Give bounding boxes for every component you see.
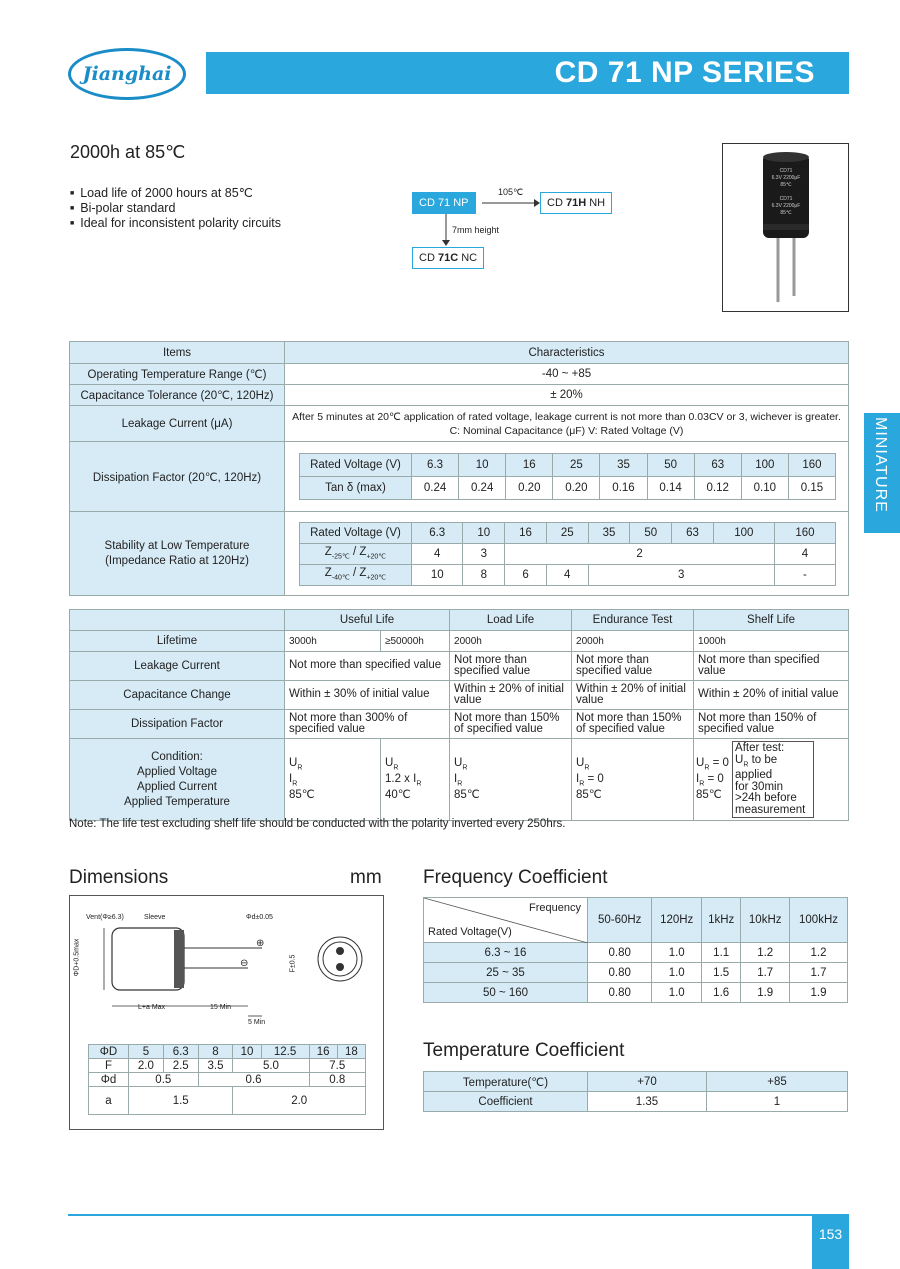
freq-cell: 1.7 (741, 963, 790, 983)
flow-main-box: CD 71 NP (412, 192, 476, 214)
temp-row-label: Coefficient (424, 1092, 588, 1112)
dim-header: 18 (337, 1045, 365, 1059)
footnote: Note: The life test excluding shelf life should be conducted with the polarity inverted every 250hrs. (69, 818, 566, 830)
temp-title: Temperature Coefficient (423, 1040, 625, 1061)
cond-label: Applied Voltage (137, 765, 217, 778)
stability-sublabel: (Impedance Ratio at 120Hz) (105, 554, 249, 567)
cap-print-line: 6.3V 2200μF (771, 203, 801, 209)
spec-header-characteristics: Characteristics (285, 342, 849, 364)
lifetime-cell: 3000h (285, 631, 381, 652)
cap-print-line: CD71 (779, 168, 793, 174)
life-df-label: Dissipation Factor (70, 710, 285, 739)
flow-arrow-down-label: 7mm height (452, 225, 500, 235)
freq-cell: 1.2 (790, 943, 848, 963)
freq-cell: 1.0 (652, 983, 702, 1003)
lifetime-cell: 1000h (694, 631, 849, 652)
temp-table (423, 1071, 848, 1112)
life-header: Shelf Life (694, 610, 849, 631)
cond-voltage: $U_R = 0$ (696, 757, 729, 772)
side-tab (864, 413, 900, 533)
cap-print-line: 85℃ (780, 182, 792, 188)
series-title: CD 71 NP SERIES (554, 56, 815, 89)
otr-value: -40 ~ +85 (285, 364, 849, 385)
life-cap-label: Capacitance Change (70, 681, 285, 710)
cond-voltage: $U_R$ (576, 757, 590, 772)
voltage-cell: 50 (647, 454, 694, 477)
feature-item: ■ Load life of 2000 hours at 85℃ (70, 186, 281, 201)
voltage-cell: 10 (459, 454, 506, 477)
after-test-box: After test: $U_R$ to be applied for 30min >24h before measurement (732, 741, 814, 818)
flow-down-box: CD 71C NC (412, 247, 484, 269)
life-cell: Not more than 150% of specified value (694, 710, 849, 739)
lead-min5-label: 5 Min (248, 1019, 266, 1026)
spec-table (69, 341, 849, 596)
life-cell: Not more than 150% of specified value (450, 710, 572, 739)
vent-label: Vent(Φ≥6.3) (86, 914, 124, 921)
tan-cell: 0.24 (412, 477, 459, 500)
cap-print-line: 6.3V 2200μF (771, 175, 801, 181)
side-tab-label: MINIATURE (872, 417, 889, 513)
freq-header: 100kHz (790, 898, 848, 943)
freq-header: 1kHz (701, 898, 740, 943)
freq-cell: 1.9 (790, 983, 848, 1003)
body-dia-label: ΦD+0.5max (73, 938, 81, 977)
otr-label: Operating Temperature Range (℃) (70, 364, 285, 385)
z40-cell: 4 (546, 564, 588, 585)
z40-label: $Z_{-40℃} / Z_{+20℃}$ (300, 564, 412, 585)
life-cell: Not more than 150% of specified value (572, 710, 694, 739)
rated-voltage-label: Rated Voltage (V) (300, 522, 412, 543)
life-cell: Not more than specified value (450, 652, 572, 681)
z40-cell: 3 (588, 564, 774, 585)
temp-cell: 1 (707, 1092, 848, 1112)
voltage-cell: 10 (463, 522, 505, 543)
tan-cell: 0.20 (553, 477, 600, 500)
dim-row-label: a (89, 1087, 129, 1115)
z40-cell: - (774, 564, 835, 585)
footer-rule (68, 1214, 849, 1216)
temp-header: Temperature(℃) (424, 1072, 588, 1092)
tolerance-label: Capacitance Tolerance (20℃, 120Hz) (70, 385, 285, 406)
temp-header: +85 (707, 1072, 848, 1092)
cond-current: $I_R = 0$ (696, 772, 724, 788)
dim-row-label: F (89, 1059, 129, 1073)
tan-cell: 0.15 (788, 477, 835, 500)
life-header: Useful Life (285, 610, 450, 631)
freq-cell: 1.0 (652, 963, 702, 983)
z40-cell: 10 (412, 564, 463, 585)
dim-row-label: Φd (89, 1073, 129, 1087)
dim-header: 8 (198, 1045, 233, 1059)
tan-cell: 0.14 (647, 477, 694, 500)
sleeve-label: Sleeve (144, 914, 166, 921)
voltage-cell: 6.3 (412, 522, 463, 543)
life-cell: Not more than specified value (572, 652, 694, 681)
voltage-cell: 16 (506, 454, 553, 477)
dim-header: 16 (309, 1045, 337, 1059)
z25-label: $Z_{-25℃} / Z_{+20℃}$ (300, 543, 412, 564)
lead-min-label: 15 Min (210, 1004, 232, 1011)
subtitle: 2000h at 85℃ (70, 142, 186, 162)
feature-item: ■ Bi-polar standard (70, 201, 281, 216)
flow-arrow-right-label: 105℃ (498, 187, 524, 197)
dim-cell: 0.8 (309, 1073, 366, 1087)
dim-cell: 5.0 (233, 1059, 309, 1073)
spec-header-items: Items (70, 342, 285, 364)
cond-current: $I_R$ (289, 772, 298, 788)
stability-table (299, 522, 836, 586)
freq-corner-top: Frequency (529, 902, 581, 914)
voltage-cell: 35 (600, 454, 647, 477)
cap-print-line: 85℃ (780, 210, 792, 216)
freq-title: Frequency Coefficient (423, 867, 608, 888)
life-cell: Within ± 20% of initial value (450, 681, 572, 710)
series-header (206, 52, 849, 94)
cond-temp: 85℃ (289, 788, 315, 801)
life-cell: Within ± 20% of initial value (572, 681, 694, 710)
tolerance-value: ± 20% (285, 385, 849, 406)
freq-cell: 1.6 (701, 983, 740, 1003)
freq-header: 50-60Hz (588, 898, 652, 943)
dim-cell: 0.6 (198, 1073, 309, 1087)
freq-cell: 1.5 (701, 963, 740, 983)
product-photo (722, 143, 849, 312)
freq-cell: 0.80 (588, 943, 652, 963)
dim-cell: 2.5 (163, 1059, 198, 1073)
voltage-cell: 6.3 (412, 454, 459, 477)
voltage-cell: 160 (788, 454, 835, 477)
rated-voltage-label: Rated Voltage (V) (300, 454, 412, 477)
brand-logo (68, 48, 186, 100)
temp-header: +70 (588, 1072, 707, 1092)
dim-cell: 1.5 (129, 1087, 233, 1115)
cond-label: Applied Current (137, 780, 217, 793)
voltage-cell: 50 (630, 522, 672, 543)
z25-cell: 3 (463, 543, 505, 564)
cond-current: $I_R = 0$ (576, 772, 604, 788)
minus-icon: ⊖ (240, 958, 249, 969)
z40-cell: 8 (463, 564, 505, 585)
freq-header: 120Hz (652, 898, 702, 943)
life-cell: Not more than 300% of specified value (285, 710, 450, 739)
dim-header: 10 (233, 1045, 261, 1059)
life-cell: Not more than specified value (694, 652, 849, 681)
freq-corner-bottom: Rated Voltage(V) (428, 926, 512, 938)
arrow-down-icon (440, 214, 452, 246)
arrow-right-icon (482, 197, 540, 209)
dimension-table (88, 1044, 366, 1115)
voltage-cell: 16 (505, 522, 547, 543)
dim-cell: 7.5 (309, 1059, 366, 1073)
life-table (69, 609, 849, 821)
tan-cell: 0.10 (741, 477, 788, 500)
dimensions-title: Dimensions (69, 867, 169, 888)
z25-cell: 4 (774, 543, 835, 564)
dim-cell: 3.5 (198, 1059, 233, 1073)
life-cell: Not more than specified value (285, 652, 450, 681)
df-table (299, 453, 836, 500)
dim-header: 12.5 (261, 1045, 309, 1059)
temp-cell: 1.35 (588, 1092, 707, 1112)
voltage-cell: 100 (741, 454, 788, 477)
voltage-cell: 100 (713, 522, 774, 543)
pitch-label: F±0.5 (289, 954, 297, 973)
voltage-cell: 25 (553, 454, 600, 477)
lifetime-cell: ≥50000h (381, 631, 450, 652)
voltage-cell: 35 (588, 522, 630, 543)
z40-cell: 6 (505, 564, 547, 585)
voltage-cell: 25 (546, 522, 588, 543)
cond-voltage: $U_R$ (289, 757, 303, 772)
freq-cell: 1.9 (741, 983, 790, 1003)
stability-label: Stability at Low Temperature (104, 539, 250, 552)
lifetime-cell: 2000h (572, 631, 694, 652)
leakage-text: After 5 minutes at 20℃ application of rated voltage, leakage current is not more than 0.03CV or 3, wichever is greater. (292, 410, 841, 423)
freq-table (423, 897, 848, 1003)
cond-label: Applied Temperature (124, 795, 230, 808)
flow-right-box: CD 71H NH (540, 192, 612, 214)
logo-text: Jianghai (82, 63, 172, 85)
cap-print-line: CD71 (779, 196, 793, 202)
cond-label: Condition: (151, 750, 203, 763)
dim-cell: 2.0 (233, 1087, 366, 1115)
freq-cell: 1.0 (652, 943, 702, 963)
feature-list (70, 186, 281, 231)
z25-cell: 4 (412, 543, 463, 564)
cond-temp: 85℃ (454, 788, 480, 801)
life-cell: Within ± 20% of initial value (694, 681, 849, 710)
dim-cell: 2.0 (129, 1059, 164, 1073)
cond-voltage: $U_R$ (454, 757, 468, 772)
tan-cell: 0.20 (506, 477, 553, 500)
lifetime-label: Lifetime (70, 631, 285, 652)
life-leakage-label: Leakage Current (70, 652, 285, 681)
dimensions-unit: mm (350, 867, 382, 888)
cond-temp: 85℃ (696, 788, 722, 801)
life-header: Endurance Test (572, 610, 694, 631)
dim-header: 5 (129, 1045, 164, 1059)
lifetime-cell: 2000h (450, 631, 572, 652)
dim-cell: 0.5 (129, 1073, 199, 1087)
dimensions-box (69, 895, 384, 1130)
cond-voltage: $U_R$ (385, 757, 399, 772)
z25-cell: 2 (505, 543, 775, 564)
tan-cell: 0.24 (459, 477, 506, 500)
dim-header: ΦD (89, 1045, 129, 1059)
freq-row-label: 25 ~ 35 (424, 963, 588, 983)
voltage-cell: 63 (672, 522, 714, 543)
plus-icon: ⊕ (256, 938, 265, 949)
df-label: Dissipation Factor (20℃, 120Hz) (70, 442, 285, 512)
voltage-cell: 160 (774, 522, 835, 543)
cond-temp: 40℃ (385, 788, 411, 801)
freq-cell: 0.80 (588, 983, 652, 1003)
leakage-label: Leakage Current (μA) (70, 406, 285, 442)
freq-cell: 1.7 (790, 963, 848, 983)
voltage-cell: 63 (694, 454, 741, 477)
lead-dia-label: Φd±0.05 (246, 914, 273, 921)
life-cell: Within ± 30% of initial value (285, 681, 450, 710)
leakage-note: C: Nominal Capacitance (μF) V: Rated Voltage (V) (449, 424, 684, 437)
cond-temp: 85℃ (576, 788, 602, 801)
life-header: Load Life (450, 610, 572, 631)
cond-current: $I_R$ (454, 772, 463, 788)
tan-cell: 0.16 (600, 477, 647, 500)
feature-item: ■ Ideal for inconsistent polarity circuits (70, 216, 281, 231)
freq-row-label: 50 ~ 160 (424, 983, 588, 1003)
freq-row-label: 6.3 ~ 16 (424, 943, 588, 963)
tan-label: Tan δ (max) (300, 477, 412, 500)
freq-cell: 0.80 (588, 963, 652, 983)
cond-current: 1.2 x $I_R$ (385, 772, 422, 788)
dim-header: 6.3 (163, 1045, 198, 1059)
tan-cell: 0.12 (694, 477, 741, 500)
freq-cell: 1.1 (701, 943, 740, 963)
page-number: 153 (812, 1214, 849, 1269)
freq-header: 10kHz (741, 898, 790, 943)
freq-cell: 1.2 (741, 943, 790, 963)
length-label: L+a Max (138, 1004, 166, 1011)
